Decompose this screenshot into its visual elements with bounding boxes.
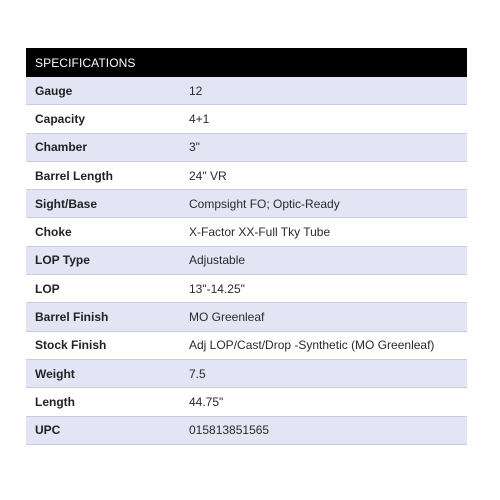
- spec-row-stock-finish: [26, 332, 467, 360]
- specifications-title: SPECIFICATIONS: [35, 55, 136, 70]
- spec-label: Gauge: [35, 83, 73, 98]
- spec-label: Length: [35, 394, 75, 409]
- spec-row-barrel-finish: [26, 303, 467, 331]
- spec-value: Adjustable: [189, 253, 246, 268]
- spec-label: Choke: [35, 225, 72, 240]
- specifications-header: [26, 48, 467, 77]
- spec-value: MO Greenleaf: [189, 310, 265, 325]
- spec-label: Chamber: [35, 140, 88, 155]
- spec-value: 44.75": [189, 394, 224, 409]
- spec-label: Barrel Length: [35, 168, 114, 183]
- specifications-rows: [26, 77, 467, 445]
- spec-value: X-Factor XX-Full Tky Tube: [189, 225, 331, 240]
- spec-row-capacity: [26, 105, 467, 133]
- spec-label: Weight: [35, 366, 75, 381]
- spec-row-choke: [26, 218, 467, 246]
- spec-row-gauge: [26, 77, 467, 105]
- spec-value: 4+1: [189, 111, 210, 126]
- spec-value: 3": [189, 140, 200, 155]
- spec-row-weight: [26, 360, 467, 388]
- spec-row-lop-type: [26, 247, 467, 275]
- spec-label: Barrel Finish: [35, 310, 109, 325]
- spec-row-length: [26, 388, 467, 416]
- spec-label: Capacity: [35, 111, 86, 126]
- spec-value: 13"-14.25": [189, 281, 245, 296]
- spec-label: UPC: [35, 423, 61, 438]
- spec-value: Adj LOP/Cast/Drop -Synthetic (MO Greenleaf): [189, 338, 435, 353]
- spec-row-upc: [26, 417, 467, 445]
- spec-value: Compsight FO; Optic-Ready: [189, 196, 340, 211]
- spec-value: 24" VR: [189, 168, 227, 183]
- spec-row-chamber: [26, 134, 467, 162]
- spec-value: 12: [189, 83, 203, 98]
- spec-label: Stock Finish: [35, 338, 107, 353]
- specifications-table: [26, 48, 467, 445]
- spec-value: 7.5: [189, 366, 206, 381]
- spec-row-barrel-length: [26, 162, 467, 190]
- spec-label: LOP Type: [35, 253, 90, 268]
- spec-row-lop: [26, 275, 467, 303]
- spec-value: 015813851565: [189, 423, 270, 438]
- spec-label: LOP: [35, 281, 60, 296]
- spec-row-sight-base: [26, 190, 467, 218]
- spec-label: Sight/Base: [35, 196, 98, 211]
